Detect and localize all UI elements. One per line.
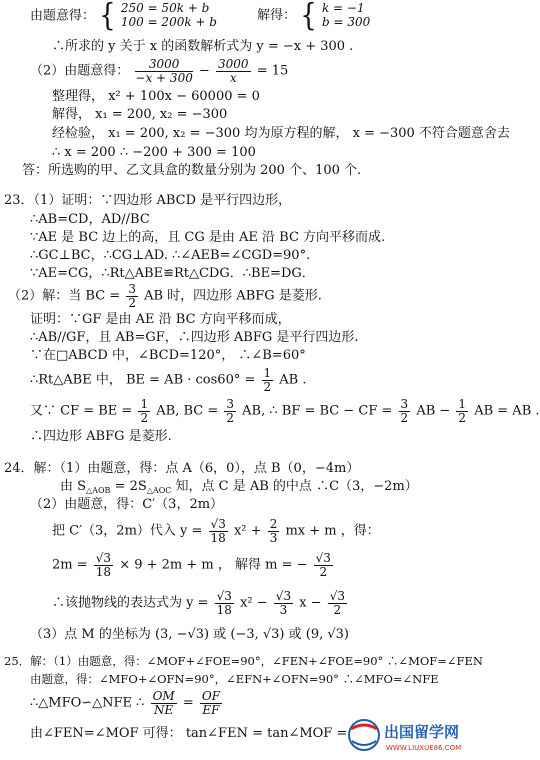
p22-fn-line: ∴所求的 y 关于 x 的函数解析式为 y = −x + 300 .	[52, 39, 354, 54]
fraction	[262, 367, 274, 393]
denominator: 2	[319, 564, 328, 579]
fraction	[216, 58, 251, 84]
p22-part2-lead: （2）由题意得：	[30, 63, 130, 79]
sys1-sol2: b = 300	[321, 14, 371, 29]
p23-line4: ∴GC⊥BC，∴CG⊥AD. ∴∠AEB=∠CGD=90°.	[30, 248, 311, 263]
denominator: −x + 300	[135, 70, 193, 85]
numerator: 1	[263, 366, 272, 380]
p23-l10-lead: ∴Rt△ABE 中， BE = AB · cos60° =	[30, 372, 256, 388]
fraction	[200, 690, 222, 716]
p24-l6-a: ∴该抛物线的表达式为 y =	[52, 595, 209, 611]
numerator: 3	[400, 397, 409, 411]
numerator: √3	[216, 589, 232, 603]
numerator: √3	[315, 551, 331, 565]
p23-part2-tail: AB 时，四边形 ABFG 是菱形.	[144, 288, 322, 304]
p24-l6-c: x −	[299, 595, 322, 611]
watermark-text: 出国留学网	[384, 723, 460, 741]
p23-line1: 23．（1）证明：∵四边形 ABCD 是平行四边形，	[4, 193, 292, 208]
numerator: 3000	[218, 57, 249, 71]
p23-l11-e: AB = AB .	[474, 403, 540, 419]
p23-line8: ∴AB//GF，且 AB=GF，∴四边形 ABFG 是平行四边形.	[30, 330, 359, 345]
fraction	[209, 518, 228, 544]
numerator: √3	[210, 517, 226, 531]
p23-line10	[30, 367, 307, 393]
p22-check: 经检验， x₁ = 200, x₂ = −300 均为原方程的解， x = −300 不符合题意舍去	[52, 126, 510, 141]
denominator: 2	[140, 410, 149, 425]
p23-line5: ∵AE=CG，∴Rt△ABE≌Rt△CDG．∴BE=DG．	[30, 266, 315, 281]
denominator: 2	[333, 602, 342, 617]
fraction	[224, 398, 236, 424]
numerator: √3	[329, 589, 345, 603]
numerator: 3	[226, 397, 235, 411]
fraction	[314, 552, 333, 578]
denominator: 3	[279, 602, 288, 617]
p23-l11-b: AB, BC =	[156, 403, 219, 419]
denominator: 2	[458, 410, 467, 425]
p22-answer: 答：所选购的甲、乙文具盒的数量分别为 200 个、100 个.	[22, 163, 362, 178]
p25-line1: 25．解：（1）由题意，得：∠MOF+∠FOE=90°，∠FEN+∠FOE=90° ∴∠MOF=∠FEN	[4, 654, 483, 668]
numerator: √3	[275, 589, 292, 603]
numerator: 1	[140, 397, 149, 411]
fraction	[94, 552, 113, 578]
minus-sign: −	[198, 63, 210, 79]
p25-line3	[30, 690, 224, 716]
numerator: 2	[269, 517, 278, 531]
sys1-eq2: 100 = 200k + b	[120, 14, 217, 29]
p23-line9: ∵在□ABCD 中，∠BCD=120°， ∴∠B=60°	[30, 348, 306, 363]
fraction	[328, 590, 347, 616]
fraction	[268, 518, 280, 544]
p25-line2: 由题意，得：∠MFO+∠OFN=90°，∠EFN+∠OFN=90° ∴∠MFO=∠NFE	[30, 672, 439, 686]
denominator: x	[229, 70, 237, 85]
p22-solve: 解得， x₁ = 200, x₂ = −300	[52, 107, 228, 122]
sys1-lead: 由题意得：	[30, 8, 96, 24]
watermark-logo	[344, 713, 471, 756]
p24-line5	[52, 552, 335, 578]
subscript: △AOB	[86, 486, 111, 495]
numerator: √3	[95, 551, 112, 565]
numerator: 3000	[135, 58, 192, 72]
fraction	[135, 58, 192, 84]
brace-glyph: {	[300, 0, 317, 34]
globe-logo-icon	[344, 713, 471, 756]
numerator: OM	[152, 689, 175, 703]
p23-part2-line	[8, 283, 322, 309]
brace-glyph: {	[99, 0, 116, 34]
p22-result: ∴ x = 200 ∴ −200 + 300 = 100	[52, 145, 256, 160]
denominator: NE	[154, 702, 174, 717]
sys1-equations	[121, 2, 217, 30]
p24-l4-a: 把 C′（3，2m）代入 y =	[52, 523, 203, 539]
p24-l6-b: x² −	[240, 595, 268, 611]
p23-line2: ∴AB=CD，AD//BC	[30, 212, 150, 227]
p24-line2	[60, 480, 418, 495]
fraction	[274, 590, 293, 616]
denominator: 3	[269, 530, 278, 545]
p23-l11-a: 又∵ CF = BE =	[30, 403, 133, 419]
fraction	[456, 398, 468, 424]
p24-line4	[52, 518, 380, 544]
denominator: 2	[400, 410, 409, 425]
p24-l4-c: mx + m ，得：	[285, 523, 380, 539]
p24-line7: （3）点 M 的坐标为 (3, −√3) 或 (−3, √3) 或 (9, √3)	[30, 627, 349, 642]
fraction	[126, 283, 138, 309]
p23-part2-lead: （2）解：当 BC =	[8, 288, 121, 304]
p25-line4: 由∠FEN=∠MOF 可得： tan∠FEN = tan∠MOF =	[30, 726, 348, 741]
p23-line11	[30, 398, 540, 424]
p23-line3: ∵AE 是 BC 边上的高，且 CG 是由 AE 沿 BC 方向平移而成.	[30, 230, 386, 245]
numerator: OF	[201, 689, 221, 703]
numerator: 1	[458, 397, 467, 411]
rhs: = 15	[256, 63, 289, 79]
p24-line6	[52, 590, 349, 616]
p25-l3-a: ∴△MFO∽△NFE ∴	[30, 695, 145, 711]
fraction	[138, 398, 150, 424]
sys1-solve-label: 解得：	[257, 8, 297, 24]
denominator: EF	[202, 702, 220, 717]
p23-line12: ∴四边形 ABFG 是菱形.	[30, 429, 172, 444]
p24-l2-b: = 2S	[114, 479, 147, 494]
p24-l5-b: × 9 + 2m + m ， 解得 m = −	[119, 557, 308, 573]
denominator: 2	[263, 379, 272, 394]
sys1-solutions	[322, 2, 370, 30]
denominator: 18	[216, 602, 232, 617]
p24-l4-b: x² +	[233, 523, 262, 539]
p24-line3: （2）由题意，得：C′（3，2m）	[30, 497, 224, 512]
numerator: 3	[128, 282, 136, 296]
p23-line7: 证明：∵GF 是由 AE 沿 BC 方向平移而成，	[30, 312, 291, 327]
sys1-line	[30, 0, 371, 34]
p22-simplify: 整理得， x² + 100x − 60000 = 0	[52, 89, 260, 104]
sys1-eq1: 250 = 50k + b	[120, 1, 210, 15]
fraction	[215, 590, 234, 616]
sys1-sol1: k = −1	[321, 1, 365, 15]
p24-line1: 24．解：（1）由题意，得：点 A（6，0），点 B（0，−4m）	[4, 461, 360, 476]
p22-part2-equation	[30, 58, 288, 84]
p24-l5-a: 2m =	[52, 557, 88, 573]
watermark-url: WWW.LIUXUE86.COM	[386, 744, 462, 752]
denominator: 18	[210, 530, 226, 545]
p24-l2-c: 知，点 C 是 AB 的中点 ∴C（3，−2m）	[175, 479, 418, 494]
subscript: △AOC	[146, 486, 172, 495]
equals-sign: =	[182, 695, 194, 711]
fraction	[151, 690, 177, 716]
p23-l11-d: AB −	[416, 403, 451, 419]
denominator: 2	[226, 410, 235, 425]
denominator: 18	[95, 564, 112, 579]
denominator: 2	[128, 295, 136, 310]
fraction	[399, 398, 411, 424]
p24-l2-a: 由 S	[60, 479, 87, 494]
p23-l10-tail: AB .	[279, 372, 307, 388]
p23-l11-c: AB, ∴ BF = BC − CF =	[242, 403, 393, 419]
